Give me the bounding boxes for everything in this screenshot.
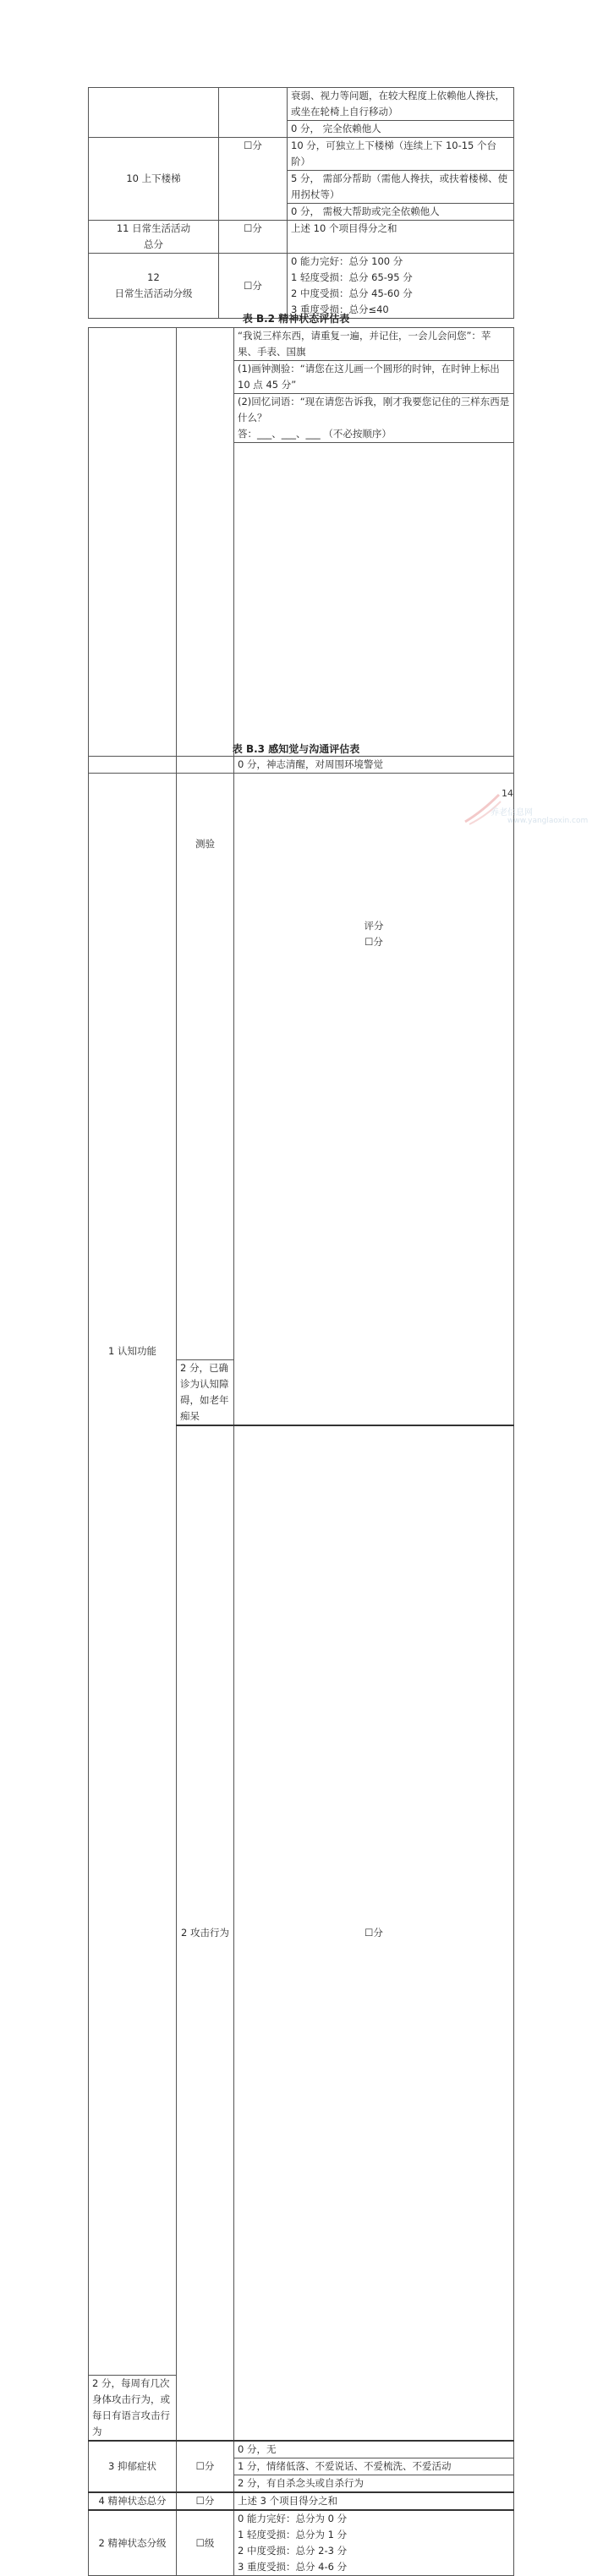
watermark-url: www.yanglaoxin.com: [507, 817, 589, 825]
cognitive-test-answer: 答：___、___、___ （不必按顺序）: [234, 426, 514, 443]
mental-grade-score: ☐级: [177, 2510, 234, 2576]
adl-total-label-line1: 11 日常生活活动: [116, 222, 191, 234]
depression-option-1: 1 分，情绪低落、不爱说话、不爱梳洗、不爱活动: [234, 2458, 514, 2475]
aggression-label: 2 攻击行为: [177, 1425, 234, 2441]
caption-b2: 表 B.2 精神状态评估表: [242, 313, 350, 325]
stairs-label: 10 上下楼梯: [89, 138, 219, 221]
stairs-option-10: 10 分，可独立上下楼梯（连续上下 10-15 个台阶）: [288, 138, 514, 171]
stairs-score: ☐分: [219, 138, 288, 221]
mental-grade-option-1: 1 轻度受损：总分为 1 分: [234, 2527, 514, 2543]
adl-total-desc: 上述 10 个项目得分之和: [288, 221, 514, 254]
cognitive-test-clock: (1)画钟测验：“请您在这儿画一个圆形的时钟，在时钟上标出 10 点 45 分”: [234, 361, 514, 394]
adl-total-label-line2: 总分: [144, 238, 163, 250]
aggression-option-2: 2 分，每周有几次身体攻击行为，或每日有语言攻击行为: [89, 2376, 177, 2442]
adl-grade-option-3: 3 重度受损：总分≤40: [288, 302, 514, 319]
transfer-desc-continued: 衰弱、视力等问题，在较大程度上依赖他人搀扶，或坐在轮椅上自行移动）: [288, 88, 514, 121]
caption-b3: 表 B.3 感知觉与沟通评估表: [232, 743, 360, 755]
stairs-option-0: 0 分， 需极大帮助或完全依赖他人: [288, 204, 514, 221]
cognitive-test-label: 测验: [177, 328, 234, 1360]
cognitive-score-label: [234, 443, 514, 1426]
depression-score: ☐分: [177, 2441, 234, 2492]
depression-option-0: 0 分，无: [234, 2441, 514, 2458]
depression-option-2: 2 分，有自杀念头或自杀行为: [234, 2475, 514, 2493]
transfer-option-0: 0 分， 完全依赖他人: [288, 121, 514, 138]
adl-grade-option-0: 0 能力完好：总分 100 分: [288, 254, 514, 271]
watermark-site-name: 养老信息网: [491, 808, 533, 818]
cognitive-test-recall: (2)回忆词语：“现在请您告诉我，刚才我要您记住的三样东西是什么？: [234, 394, 514, 427]
perception-option-0: 0 分，神志清醒，对周围环境警觉: [234, 757, 514, 774]
stairs-option-5: 5 分， 需部分帮助（需他人搀扶，或扶着楼梯、使用拐杖等）: [288, 171, 514, 204]
mental-grade-option-2: 2 中度受损：总分 2-3 分: [234, 2543, 514, 2559]
table-b2-mental-status: [88, 327, 514, 2576]
cognitive-score-label-line1: 评分: [364, 919, 384, 932]
cognitive-test-words: “我说三样东西，请重复一遍，并记住，一会儿会问您”：苹果、手表、国旗: [234, 328, 514, 361]
adl-grade-label-line2: 日常生活活动分级: [114, 287, 193, 299]
mental-total-score: ☐分: [177, 2492, 234, 2510]
adl-grade-option-2: 2 中度受损：总分 45-60 分: [288, 286, 514, 302]
adl-grade-option-1: 1 轻度受损：总分 65-95 分: [288, 270, 514, 286]
mental-grade-label: 2 精神状态分级: [89, 2510, 177, 2576]
cognitive-score-2: 2 分，已确诊为认知障碍，如老年痴呆: [177, 1360, 234, 1426]
cognitive-label: 1 认知功能: [89, 328, 177, 2376]
table-b3-perception: [88, 756, 514, 774]
adl-total-score: ☐分: [219, 221, 288, 254]
adl-grade-score: ☐分: [219, 254, 288, 319]
mental-total-desc: 上述 3 个项目得分之和: [234, 2492, 514, 2510]
mental-total-label: 4 精神状态总分: [89, 2492, 177, 2510]
depression-label: 3 抑郁症状: [89, 2441, 177, 2492]
adl-grade-label: [89, 254, 219, 319]
aggression-score: ☐分: [234, 1425, 514, 2441]
mental-grade-option-3: 3 重度受损：总分 4-6 分: [234, 2559, 514, 2576]
adl-total-label: [89, 221, 219, 254]
cognitive-score-label-line2: ☐分: [365, 935, 383, 948]
adl-grade-label-line1: 12: [147, 271, 160, 283]
table-b1-continuation: [88, 87, 514, 319]
mental-grade-option-0: 0 能力完好：总分为 0 分: [234, 2510, 514, 2527]
page-number: 14: [502, 788, 513, 799]
